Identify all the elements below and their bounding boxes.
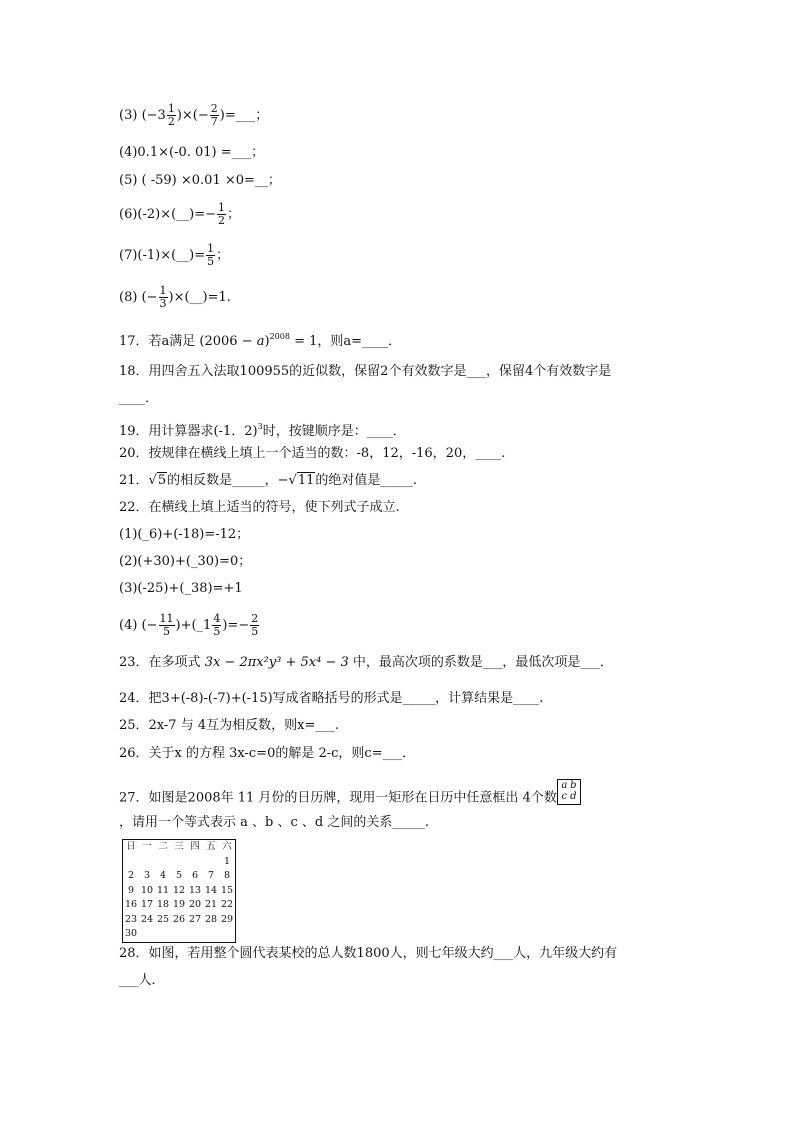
question-22-2: (2)(+30)+(_30)=0； — [119, 554, 252, 569]
calendar-cell — [139, 927, 155, 942]
q21-sqrt-1: √5 — [148, 473, 167, 488]
calendar-cell — [219, 927, 236, 942]
calendar-cell: 25 — [156, 913, 170, 925]
p6-part-b: ； — [227, 207, 241, 222]
p3-part-c: )=___； — [219, 108, 269, 123]
question-22-1: (1)(_6)+(-18)=-12； — [119, 527, 250, 542]
p6-num: 1 — [218, 201, 226, 214]
q21-sqrt-2: √11 — [288, 473, 315, 488]
q21-part-c: 的绝对值是_____. — [315, 473, 418, 488]
question-17 — [119, 328, 401, 351]
calendar-cell — [155, 855, 171, 870]
question-26: 26．关于x 的方程 3x-c=0的解是 2-c，则c=___． — [119, 746, 416, 761]
q21-radicand-2: 11 — [297, 473, 315, 488]
calendar-header-cell: 日 — [126, 841, 136, 852]
q27-box-a: a — [561, 780, 568, 791]
p3-fraction-1 — [167, 103, 176, 128]
question-21 — [119, 472, 417, 490]
question-19 — [119, 418, 406, 441]
problem-16-5: (5) ( -59) ×0.01 ×0=__； — [119, 173, 281, 188]
p8-fraction — [159, 285, 168, 310]
calendar-cell — [187, 927, 203, 942]
calendar-row — [123, 869, 236, 884]
question-22-4 — [119, 613, 260, 638]
q19-exponent: 3 — [257, 422, 263, 431]
p3-frac2-den: 7 — [210, 115, 218, 128]
q23-part-a: 23．在多项式 — [119, 655, 205, 670]
q27-box-c: c — [561, 791, 568, 802]
calendar-cell: 5 — [175, 870, 183, 881]
calendar-row — [123, 855, 236, 870]
p7-part-a: (7)(-1)×(__)= — [119, 248, 206, 263]
q21-part-b: 的相反数是_____，− — [167, 473, 289, 488]
p6-part-a: (6)(-2)×(__)=− — [119, 207, 217, 222]
calendar-cell — [187, 855, 203, 870]
question-20: 20．按规律在横线上填上一个适当的数：-8，12，-16，20，____. — [119, 446, 506, 461]
q19-part-b: 时，按键顺序是：____． — [262, 424, 406, 439]
q22-4-frac1-den: 5 — [163, 625, 171, 638]
calendar-header-cell: 六 — [222, 841, 232, 852]
calendar-cell: 13 — [188, 884, 202, 896]
question-27-line1 — [119, 780, 581, 811]
calendar-cell — [171, 927, 187, 942]
question-28-line2: ___人． — [119, 973, 165, 988]
question-28-line1: 28．如图，若用整个圆代表某校的总人数1800人，则七年级大约___人，九年级大约有 — [119, 946, 618, 961]
calendar-cell: 22 — [220, 899, 234, 910]
p7-fraction — [206, 243, 215, 268]
calendar-cell: 18 — [156, 899, 170, 910]
calendar-row — [123, 927, 236, 942]
calendar-cell — [203, 927, 219, 942]
p3-part-a: (−3 — [141, 108, 166, 123]
p7-den: 5 — [207, 255, 215, 268]
calendar-cell — [155, 927, 171, 942]
calendar-cell: 10 — [140, 884, 154, 896]
calendar-cell: 1 — [223, 855, 231, 867]
p6-den: 2 — [218, 214, 226, 227]
p3-frac1-den: 2 — [167, 115, 175, 128]
problem-16-8 — [119, 285, 231, 310]
calendar-cell: 29 — [220, 913, 234, 925]
q22-4-fraction-2 — [212, 613, 221, 638]
calendar-cell: 3 — [143, 870, 151, 881]
calendar-cell: 30 — [124, 928, 138, 939]
q21-part-a: 21． — [119, 473, 149, 488]
p8-part-a: (8) (− — [119, 290, 158, 305]
problem-16-6 — [119, 202, 240, 227]
q27-abcd-box — [557, 779, 581, 805]
calendar-cell: 4 — [159, 870, 167, 881]
question-23 — [119, 654, 613, 672]
calendar-cell: 19 — [172, 899, 186, 910]
q22-4-part-a: (4) (− — [119, 618, 158, 633]
calendar-table — [122, 839, 236, 943]
q17-exponent: 2008 — [269, 332, 290, 341]
q17-var: a — [256, 334, 265, 349]
q17-part-a: 17．若a满足 (2006 − — [119, 334, 257, 349]
q23-polynomial: 3x − 2πx²y³ + 5x⁴ − 3 — [204, 655, 349, 670]
calendar-header-cell: 五 — [206, 841, 216, 852]
question-22-3: (3)(-25)+(_38)=+1 — [119, 581, 243, 596]
q22-4-frac1-num: 11 — [159, 612, 174, 625]
q22-4-part-b: )+(_1 — [175, 618, 212, 633]
calendar-cell: 11 — [156, 884, 170, 896]
p3-fraction-2 — [210, 103, 219, 128]
calendar-header-cell: 四 — [190, 841, 200, 852]
calendar-cell: 28 — [204, 913, 218, 925]
q27-line1-text: 27．如图是2008年 11 月份的日历牌，现用一矩形在日历中任意框出 4个数 — [119, 790, 557, 806]
calendar-cell: 16 — [124, 899, 138, 910]
calendar-cell — [203, 855, 219, 870]
question-22-stem: 22．在横线上填上适当的符号，使下列式子成立. — [119, 500, 400, 515]
q22-4-part-c: )=− — [222, 618, 250, 633]
q21-radicand-1: 5 — [157, 473, 167, 488]
q19-part-a: 19．用计算器求(-1．2) — [119, 424, 258, 439]
calendar-cell: 12 — [172, 884, 186, 896]
calendar-cell: 17 — [140, 899, 154, 910]
calendar-row — [123, 913, 236, 928]
question-24: 24．把3+(-8)-(-7)+(-15)写成省略括号的形式是_____，计算结果是____. — [119, 691, 544, 706]
calendar-row — [123, 884, 236, 899]
calendar-cell: 20 — [188, 899, 202, 910]
calendar-cell: 23 — [124, 913, 138, 925]
calendar-cell: 9 — [127, 884, 135, 896]
p7-num: 1 — [207, 242, 215, 255]
q22-4-frac3-den: 5 — [251, 625, 259, 638]
q17-part-b: ) — [264, 334, 270, 349]
q17-part-c: = 1，则a=____． — [289, 334, 402, 349]
calendar-cell: 14 — [204, 884, 218, 896]
q27-box-d: d — [570, 791, 577, 802]
calendar-cell: 24 — [140, 913, 154, 925]
q27-box-b: b — [570, 780, 577, 791]
q22-4-frac3-num: 2 — [251, 612, 259, 625]
question-25: 25．2x-7 与 4互为相反数，则x=___. — [119, 718, 339, 733]
calendar-cell: 2 — [127, 870, 135, 881]
calendar-cell — [171, 855, 187, 870]
problem-16-3 — [119, 103, 268, 128]
calendar-cell: 7 — [207, 870, 215, 881]
q22-4-fraction-3 — [250, 613, 259, 638]
p6-fraction — [217, 202, 226, 227]
calendar-cell: 21 — [204, 899, 218, 910]
calendar-cell: 15 — [220, 884, 234, 896]
p8-den: 3 — [159, 297, 167, 310]
calendar-header-cell: 三 — [174, 841, 184, 852]
calendar-row — [123, 898, 236, 913]
question-18-line2: ____． — [119, 391, 159, 406]
calendar-header-row — [123, 840, 236, 855]
calendar-cell — [139, 855, 155, 870]
q22-4-fraction-1 — [159, 613, 175, 638]
p3-frac1-num: 1 — [167, 102, 175, 115]
p3-frac2-num: 2 — [210, 102, 218, 115]
q23-part-b: 中，最高次项的系数是___，最低次项是___． — [348, 655, 613, 670]
problem-16-4: (4)0.1×(-0. 01) =___； — [119, 145, 265, 160]
calendar-header-cell: 二 — [158, 841, 168, 852]
p3-label: (3) — [119, 108, 138, 123]
p3-part-b: )×(− — [176, 108, 209, 123]
calendar-cell — [123, 855, 140, 870]
p8-num: 1 — [159, 284, 167, 297]
calendar-cell: 27 — [188, 913, 202, 925]
question-18-line1: 18．用四舍五入法取100955的近似数，保留2个有效数字是___，保留4个有效数字是 — [119, 364, 612, 379]
p8-part-b: )×(__)=1. — [168, 290, 231, 305]
q22-4-frac2-den: 5 — [213, 625, 221, 638]
question-27-line2: ，请用一个等式表示 a 、b 、c 、d 之间的关系_____. — [119, 815, 429, 830]
q22-4-frac2-num: 4 — [213, 612, 221, 625]
calendar-cell: 6 — [191, 870, 199, 881]
calendar-cell: 8 — [223, 870, 231, 881]
problem-16-7 — [119, 243, 229, 268]
calendar-header-cell: 一 — [142, 841, 152, 852]
calendar-cell: 26 — [172, 913, 186, 925]
p7-part-b: ； — [216, 248, 230, 263]
